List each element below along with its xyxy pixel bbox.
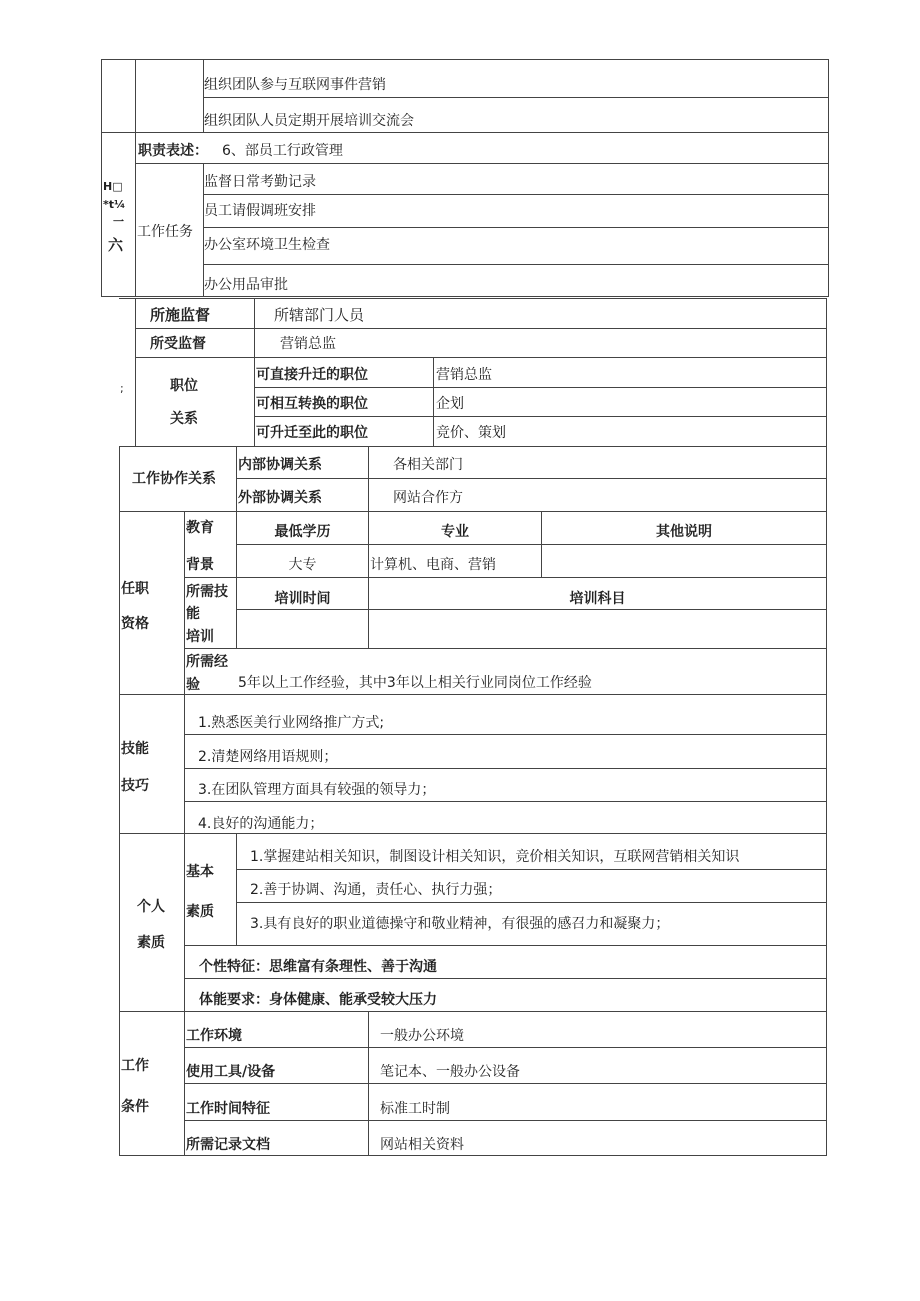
position-value: 竞价、策划 xyxy=(436,425,506,441)
basic-quality-label: 基本 xyxy=(186,864,214,880)
exp-label: 验 xyxy=(186,677,200,693)
personality-trait: 个性特征：思维富有条理性、善于沟通 xyxy=(199,959,437,975)
skill-item: 2.清楚网络用语规则； xyxy=(198,749,338,765)
edu-header: 其他说明 xyxy=(656,524,712,540)
basic-quality-label: 素质 xyxy=(186,904,214,920)
supervise-label: 所施监督 xyxy=(150,306,211,324)
side-mark: H□ xyxy=(103,180,123,193)
task-item: 监督日常考勤记录 xyxy=(204,174,316,190)
supervised-value: 营销总监 xyxy=(280,336,336,352)
coop-value: 各相关部门 xyxy=(393,457,463,473)
task-item: 办公用品审批 xyxy=(204,277,288,293)
position-label: 关系 xyxy=(170,411,198,427)
task-item: 员工请假调班安排 xyxy=(204,203,316,219)
personal-label: 个人 xyxy=(137,899,165,915)
condition-value: 标准工时制 xyxy=(380,1101,450,1117)
quality-item: 2.善于协调、沟通，责任心、执行力强； xyxy=(250,882,502,898)
coop-value: 网站合作方 xyxy=(393,490,463,506)
physical-requirement: 体能要求：身体健康、能承受较大压力 xyxy=(199,992,437,1008)
side-mark: 六 xyxy=(108,236,124,254)
coop-key: 外部协调关系 xyxy=(238,490,322,506)
position-value: 企划 xyxy=(436,396,464,412)
position-value: 营销总监 xyxy=(436,367,492,383)
duty-label: 职责表述： xyxy=(138,143,208,159)
train-header: 培训科目 xyxy=(569,591,626,607)
position-label: 职位 xyxy=(170,378,198,394)
train-header: 培训时间 xyxy=(274,591,331,607)
condition-value: 网站相关资料 xyxy=(380,1137,464,1153)
skills-label: 技巧 xyxy=(121,778,149,794)
skill-item: 4.良好的沟通能力； xyxy=(198,816,324,832)
edu-value: 计算机、电商、营销 xyxy=(370,557,496,573)
condition-value: 笔记本、一般办公设备 xyxy=(380,1064,520,1080)
condition-key: 工作时间特征 xyxy=(186,1101,270,1117)
supervise-value: 所辖部门人员 xyxy=(274,306,365,324)
skills-label: 技能 xyxy=(121,741,149,757)
edu-label: 教育 xyxy=(186,520,214,536)
task-label: 工作任务 xyxy=(137,224,193,240)
condition-value: 一般办公环境 xyxy=(380,1028,464,1044)
duty-value: 6、部员工行政管理 xyxy=(222,143,343,159)
edu-header: 最低学历 xyxy=(274,524,331,540)
task-item: 组织团队参与互联网事件营销 xyxy=(204,77,386,93)
skill-item: 1.熟悉医美行业网络推广方式; xyxy=(198,715,385,731)
task-item: 办公室环境卫生检查 xyxy=(204,237,330,253)
position-key: 可升迁至此的职位 xyxy=(256,425,368,441)
stray-mark: ; xyxy=(120,382,124,395)
edu-label: 背景 xyxy=(186,557,214,573)
exp-value: 5年以上工作经验，其中3年以上相关行业同岗位工作经验 xyxy=(238,675,592,691)
edu-value: 大专 xyxy=(288,557,317,573)
skill-train-label: 所需技 xyxy=(186,584,228,600)
skill-train-label: 培训 xyxy=(186,629,214,645)
coop-label: 工作协作关系 xyxy=(132,471,216,487)
qual-label: 资格 xyxy=(121,616,149,632)
side-mark: *t¼ xyxy=(103,198,126,211)
condition-key: 使用工具/设备 xyxy=(186,1064,276,1080)
condition-key: 工作环境 xyxy=(186,1028,242,1044)
coop-key: 内部协调关系 xyxy=(238,457,322,473)
quality-item: 1.掌握建站相关知识，制图设计相关知识，竞价相关知识，互联网营销相关知识 xyxy=(250,849,740,865)
exp-label: 所需经 xyxy=(186,654,228,670)
personal-label: 素质 xyxy=(137,935,165,951)
position-key: 可相互转换的职位 xyxy=(256,396,368,412)
qual-label: 任职 xyxy=(121,581,149,597)
conditions-label: 条件 xyxy=(121,1099,149,1115)
task-item: 组织团队人员定期开展培训交流会 xyxy=(204,113,414,129)
condition-key: 所需记录文档 xyxy=(186,1137,270,1153)
conditions-label: 工作 xyxy=(121,1058,149,1074)
edu-header: 专业 xyxy=(441,524,469,540)
skill-item: 3.在团队管理方面具有较强的领导力； xyxy=(198,782,436,798)
supervised-label: 所受监督 xyxy=(150,336,206,352)
side-mark: 一 xyxy=(113,215,124,228)
quality-item: 3.具有良好的职业道德操守和敬业精神，有很强的感召力和凝聚力； xyxy=(250,916,670,932)
position-key: 可直接升迁的职位 xyxy=(256,367,368,383)
skill-train-label: 能 xyxy=(186,606,200,622)
